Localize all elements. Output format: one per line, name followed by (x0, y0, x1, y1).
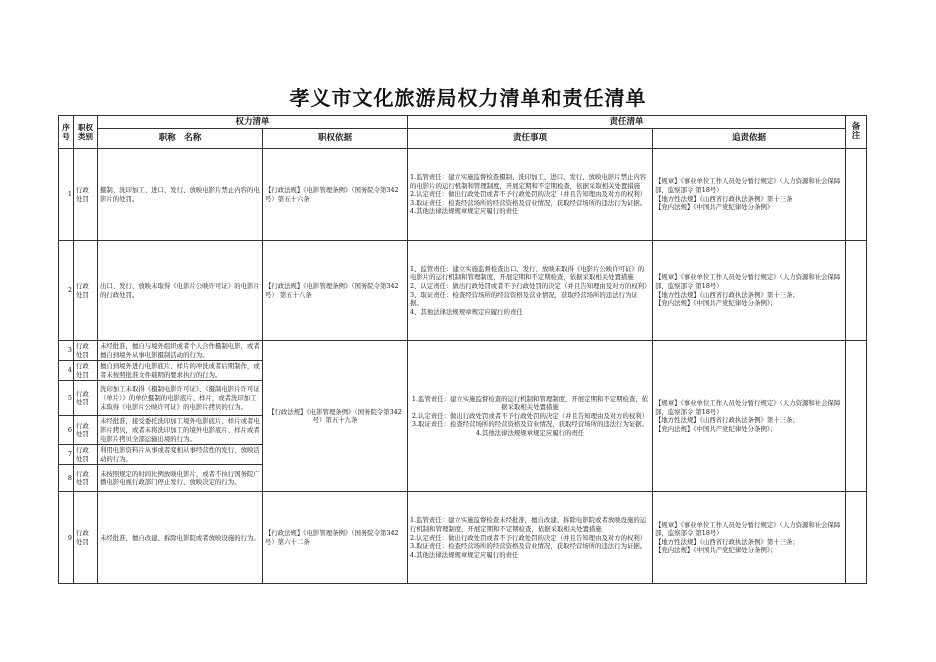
header-seq: 序号 (59, 116, 74, 149)
row-category: 行政处罚 (74, 381, 98, 416)
group-remarks (846, 341, 867, 492)
row-name: 洗印加工未取得《摄制电影许可证》、《摄制电影片许可证（单片）》的单位摄制的电影底片、样片，或者洗印加工未取得《电影片公映许可证》的电影片拷贝的行为。 (98, 381, 263, 416)
accountability-line: 【规章】《事业单位工作人员处分暂行规定》（人力资源和社会保障部，监察部令 第18号） (655, 273, 841, 290)
row-seq: 5 (59, 381, 74, 416)
accountability-line: 【党内法规】《中国共产党纪律处分条例》； (655, 299, 777, 308)
row-name: 擅自到境外进行电影底片、样片的冲洗或者后期制作，或者未按照批准文件载明的要求执行的行为。 (98, 361, 263, 381)
row-remarks (846, 149, 867, 241)
accountability-line: 【党内法规】《中国共产党纪律处分条例》 (655, 203, 774, 212)
row-seq: 3 (59, 341, 74, 361)
row-duties (408, 492, 653, 584)
duty-line: 2、认定责任：做出行政处罚或者不予行政处罚的决定（并且告知理由及对方的权利） (410, 281, 651, 290)
accountability-line: 【党内法规】《中国共产党纪律处分条例》； (655, 546, 777, 555)
row-seq: 9 (59, 492, 74, 584)
row-accountability (653, 492, 846, 584)
page-title: 孝义市文化旅游局权力清单和责任清单 (289, 86, 647, 110)
accountability-line: 【地方性法规】《山西省行政执法条例》第十三条； (655, 290, 799, 299)
group-basis: 【行政法规】《电影管理条例》（国务院令第342号）第五十九条 (263, 341, 408, 492)
row-seq: 2 (59, 241, 74, 341)
row-name: 出口、发行、放映未取得《电影片公映许可证》的电影片的行政处罚。 (98, 241, 263, 341)
table-row (59, 341, 867, 361)
row-category: 行政处罚 (74, 445, 98, 465)
row-basis: 【行政法规】《电影管理条例》（国务院令第342号）第六十二条 (263, 492, 408, 584)
duty-line: 4.其他法律法规规章规定应履行的责任 (475, 429, 585, 438)
row-name: 利用电影资料片从事或者变相从事经营性的发行、放映活动的行为。 (98, 445, 263, 465)
row-name: 摄制、洗印加工、进口、发行、放映电影片禁止内容的电影片的处罚。 (98, 149, 263, 241)
duty-line: 1.监管责任：建立实施监督检查未经批准，擅自改建、拆除电影院或者放映设施的运行机制和管理制度，开展定期和不定期检查，依据采取相关处置措施 (410, 516, 647, 533)
duty-line: 4、其他法律法规规章规定应履行的责任 (410, 307, 523, 316)
row-seq: 1 (59, 149, 74, 241)
row-duties (408, 149, 653, 241)
duty-line: 1、监管责任：建立实施监督检查出口、发行、放映未取得《电影片公映许可证》的电影片的运行机制和管理制度，开展定期和不定期检查，依据采取相关处置措施 (410, 264, 645, 282)
row-seq: 7 (59, 445, 74, 465)
header-accountability: 追责依据 (653, 129, 846, 149)
group-duties (408, 341, 653, 492)
header-responsibility-list: 责任清单 (408, 116, 846, 129)
table-row (59, 241, 867, 341)
row-name: 未按照规定的时间比例放映电影片，或者不执行国务院广播电影电视行政部门停止发行、放映决定的行为。 (98, 465, 263, 492)
row-category: 行政处罚 (74, 149, 98, 241)
row-category: 行政处罚 (74, 241, 98, 341)
row-category: 行政处罚 (74, 465, 98, 492)
duty-line: 4.其他法律法规规章规定应履行的责任 (410, 550, 519, 559)
row-basis: 【行政法规】《电影管理条例》（国务院令第342号） 第五十八条 (263, 241, 408, 341)
table-row (59, 149, 867, 241)
header-category: 职权类别 (74, 116, 98, 149)
header-power-list: 权力清单 (98, 116, 408, 129)
row-name: 未经批准，接受委托洗印加工境外电影底片、样片或者电影片拷贝，或者未将洗印加工的境外电影底片、样片或者电影片拷贝全部运输出境的行为。 (98, 416, 263, 445)
accountability-line: 【规章】《事业单位工作人员处分暂行规定》（人力资源和社会保障部，监察部令 第18号） (655, 177, 841, 194)
duty-line: 2.认定责任：做出行政处罚或者不予行政处罚的决定（并且告知理由及对方的权利） (411, 411, 649, 420)
row-remarks (846, 492, 867, 584)
duty-line: 2.认定责任：做出行政处罚或者不予行政处罚的决定（并且告知理由及对方的权利） (410, 533, 647, 542)
row-duties (408, 241, 653, 341)
duty-line: 3.取证责任：检查经营场所的经营资格及营业情况，获取经营场所的违法行为证据。 (411, 420, 649, 429)
duty-line: 3.取证责任：检查经营场所的经营资格及营业情况，获取经营场所的违法行为证据。 (410, 542, 647, 551)
accountability-line: 【党内法规】《中国共产党纪律处分条例》； (655, 424, 777, 433)
duty-line: 1.监管责任：建立实施监督检查摄制、洗印加工、进口、发行、放映电影片禁止内容的电影片的运行机制和管理制度，开展定期和不定期检查，依据采取相关处置措施 (410, 173, 647, 190)
header-basis: 职权依据 (263, 129, 408, 149)
row-category: 行政处罚 (74, 492, 98, 584)
table-row (59, 492, 867, 584)
accountability-line: 【地方性法规】《山西省行政执法条例》第十三条 (655, 194, 793, 203)
header-duties: 责任事项 (408, 129, 653, 149)
row-category: 行政处罚 (74, 341, 98, 361)
row-category: 行政处罚 (74, 361, 98, 381)
row-accountability (653, 149, 846, 241)
row-remarks (846, 241, 867, 341)
duty-line: 4.其他法律法规规章规定应履行的责任 (410, 207, 519, 216)
group-accountability (653, 341, 846, 492)
accountability-line: 【规章】《事业单位工作人员处分暂行规定》（人力资源和社会保障部，监察部令 第18号） (655, 398, 841, 416)
row-seq: 4 (59, 361, 74, 381)
accountability-line: 【规章】《事业单位工作人员处分暂行规定》（人力资源和社会保障部，监察部令 第18号） (655, 520, 841, 538)
header-name: 职称 名称 (98, 129, 263, 149)
row-name: 未经批准，擅自与境外组织或者个人合作摄制电影，或者擅自到境外从事电影摄制活动的行为。 (98, 341, 263, 361)
duty-line: 3.取证责任：检查经营场所的经营资格及营业情况，获取经营场所的违法行为证据。 (410, 198, 647, 207)
row-seq: 8 (59, 465, 74, 492)
row-basis: 【行政法规】《电影管理条例》（国务院令第342号）第五十六条 (263, 149, 408, 241)
duty-line: 3、取证责任：检查经营场所的经营资格及营业情况，获取经营场所的违法行为证据。 (410, 290, 638, 308)
header-remarks: 备注 (846, 116, 867, 149)
power-responsibility-table (58, 115, 867, 584)
row-name: 未经批准，擅自改建、拆除电影院或者放映设施的行为。 (98, 492, 263, 584)
row-category: 行政处罚 (74, 416, 98, 445)
row-seq: 6 (59, 416, 74, 445)
accountability-line: 【地方性法规】《山西省行政执法条例》第十三条； (655, 416, 799, 425)
duty-line: 2.认定责任：做出行政处罚或者不予行政处罚的决定（并且告知理由及对方的权利） (410, 190, 647, 199)
duty-line: 1.监管责任：建立实施监督检查的运行机制和管理制度，开展定期和不定期检查，依据采取相关处置措施 (411, 394, 649, 412)
row-accountability (653, 241, 846, 341)
accountability-line: 【地方性法规】《山西省行政执法条例》第十三条； (655, 537, 799, 546)
